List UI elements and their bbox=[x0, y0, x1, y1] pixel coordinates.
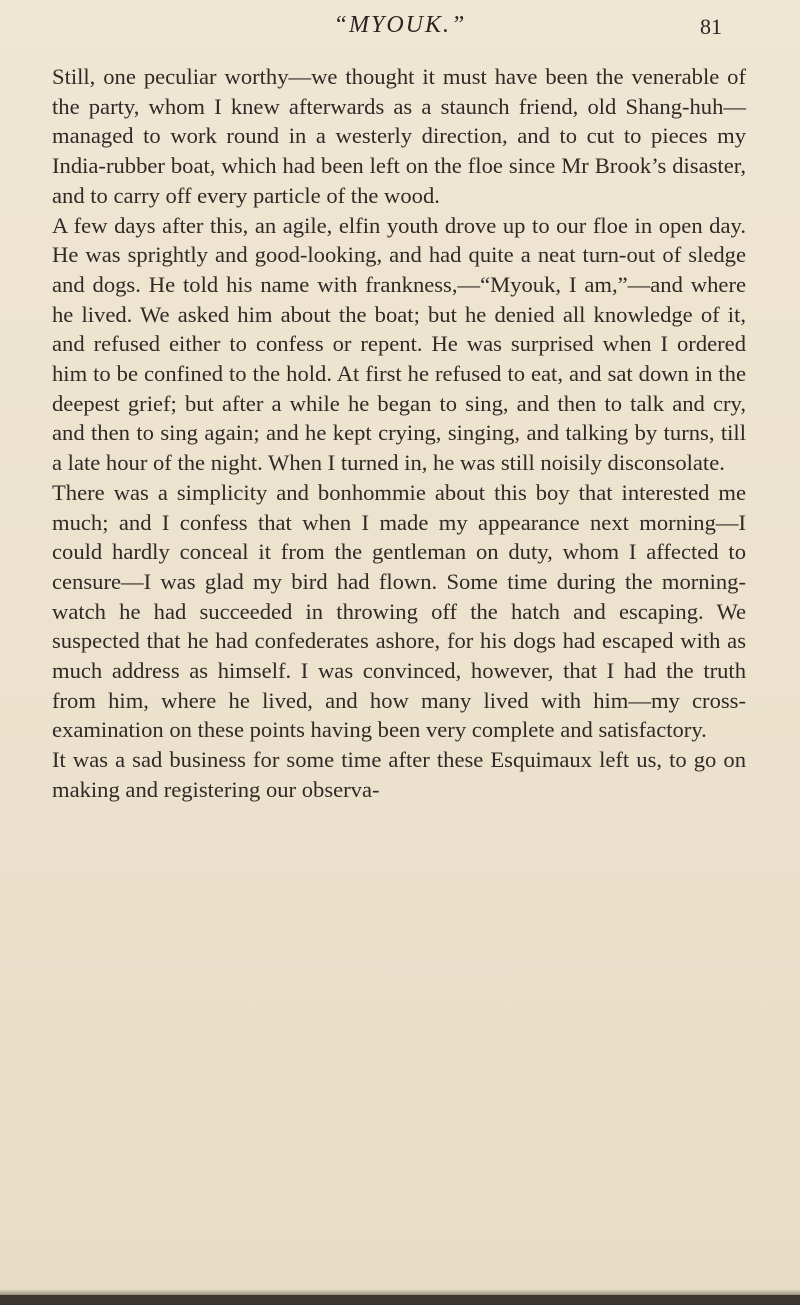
running-head bbox=[0, 12, 800, 52]
paragraph-3: There was a simplicity and bonhommie about this boy that interested me much; and I confess that when I made my appearance next morning—I could hardly conceal it from the gentleman on duty, whom I affected to censure—I was glad my bird had flown. Some time during the morning-watch he had succeeded in throwing off the hatch and escaping. We suspected that he had confederates ashore, for his dogs had escaped with as much address as himself. I was convinced, however, that I had the truth from him, where he lived, and how many lived with him—my cross-examination on these points having been very complete and satisfactory. bbox=[52, 479, 746, 743]
page-number: 81 bbox=[700, 14, 722, 39]
paragraph-4: It was a sad business for some time after these Esquimaux left us, to go on making and registering our observa- bbox=[52, 747, 746, 802]
page-bottom-edge bbox=[0, 1295, 800, 1305]
running-title: “MYOUK.” bbox=[333, 12, 467, 38]
paragraph-2: A few days after this, an agile, elfin youth drove up to our floe in open day. He was sprightly and good-looking, and had quite a neat turn-out of sledge and dogs. He told his name with frankness,—“Myouk, I am,”—and where he lived. We asked him about the boat; but he denied all knowledge of it, and refused either to confess or repent. He was surprised when I ordered him to be confined to the hold. At first he refused to eat, and sat down in the deepest grief; but after a while he began to sing, and then to talk and cry, and then to sing again; and he kept crying, singing, and talking by turns, till a late hour of the night. When I turned in, he was still noisily disconsolate. bbox=[52, 212, 746, 476]
body-text bbox=[52, 62, 746, 805]
paragraph-1: Still, one peculiar worthy—we thought it must have been the venerable of the party, whom I knew afterwards as a staunch friend, old Shang-huh—managed to work round in a westerly direction, and to cut to pieces my India-rubber boat, which had been left on the floe since Mr Brook’s disaster, and to carry off every particle of the wood. bbox=[52, 64, 746, 208]
